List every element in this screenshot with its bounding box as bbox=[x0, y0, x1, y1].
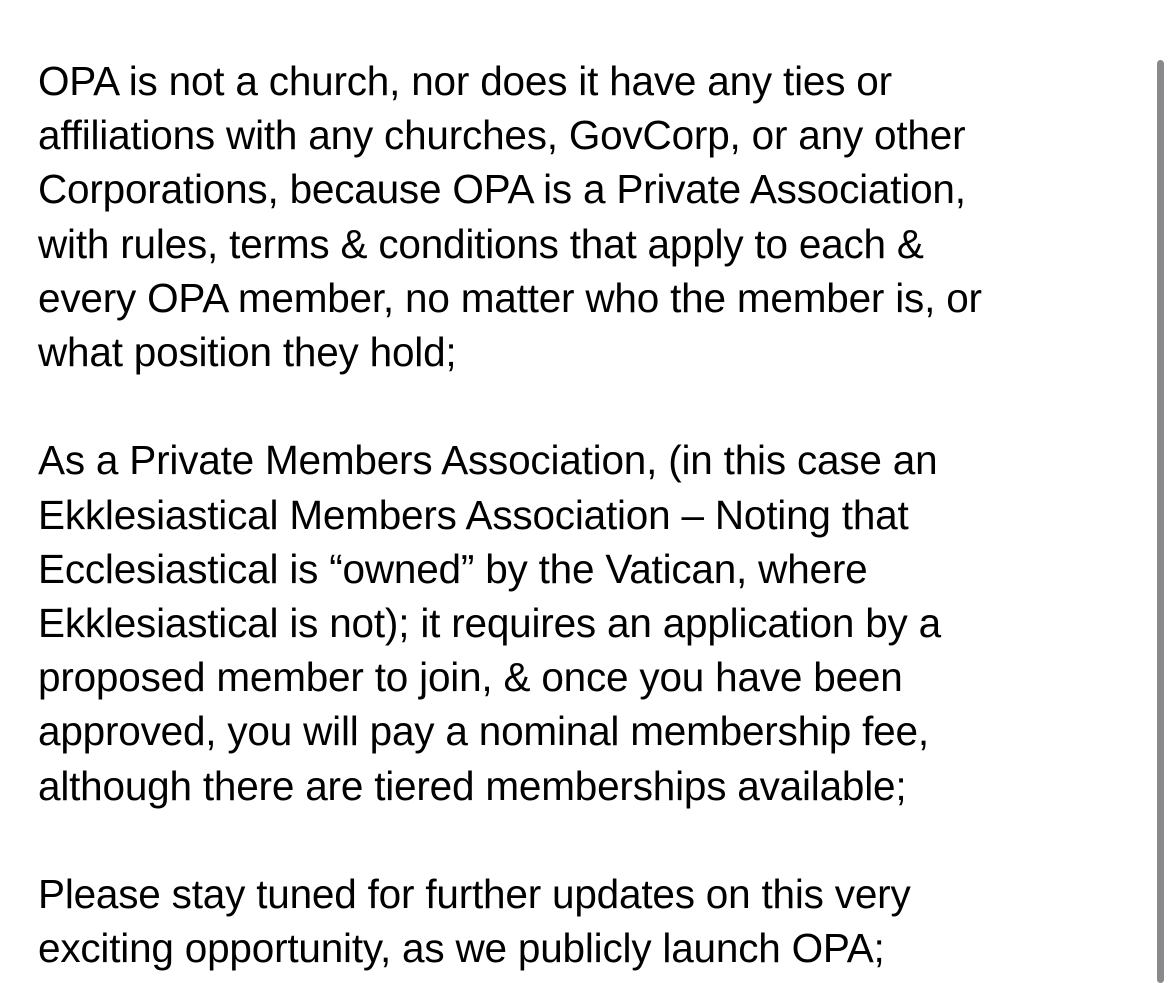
paragraph-about-opa: OPA is not a church, nor does it have any ties or affiliations with any churches, GovCorp, or any other Corporations, because OPA is a Private Association, with rules, terms & conditions that apply to each & every OPA member, no matter who the member is, or what position they hold; bbox=[38, 58, 982, 376]
document-body bbox=[38, 54, 1138, 975]
paragraph-updates: Please stay tuned for further updates on this very exciting opportunity, as we publicly launch OPA; bbox=[38, 871, 911, 972]
vertical-scrollbar[interactable] bbox=[1157, 60, 1164, 983]
paragraph-membership: As a Private Members Association, (in this case an Ekklesiastical Members Association – Noting that Ecclesiastical is “owned” by the Vatican, where Ekklesiastical is not); it requires an application by a proposed member to join, & once you have been approved, you will pay a nominal membership fee, although there are tiered memberships available; bbox=[38, 437, 941, 809]
